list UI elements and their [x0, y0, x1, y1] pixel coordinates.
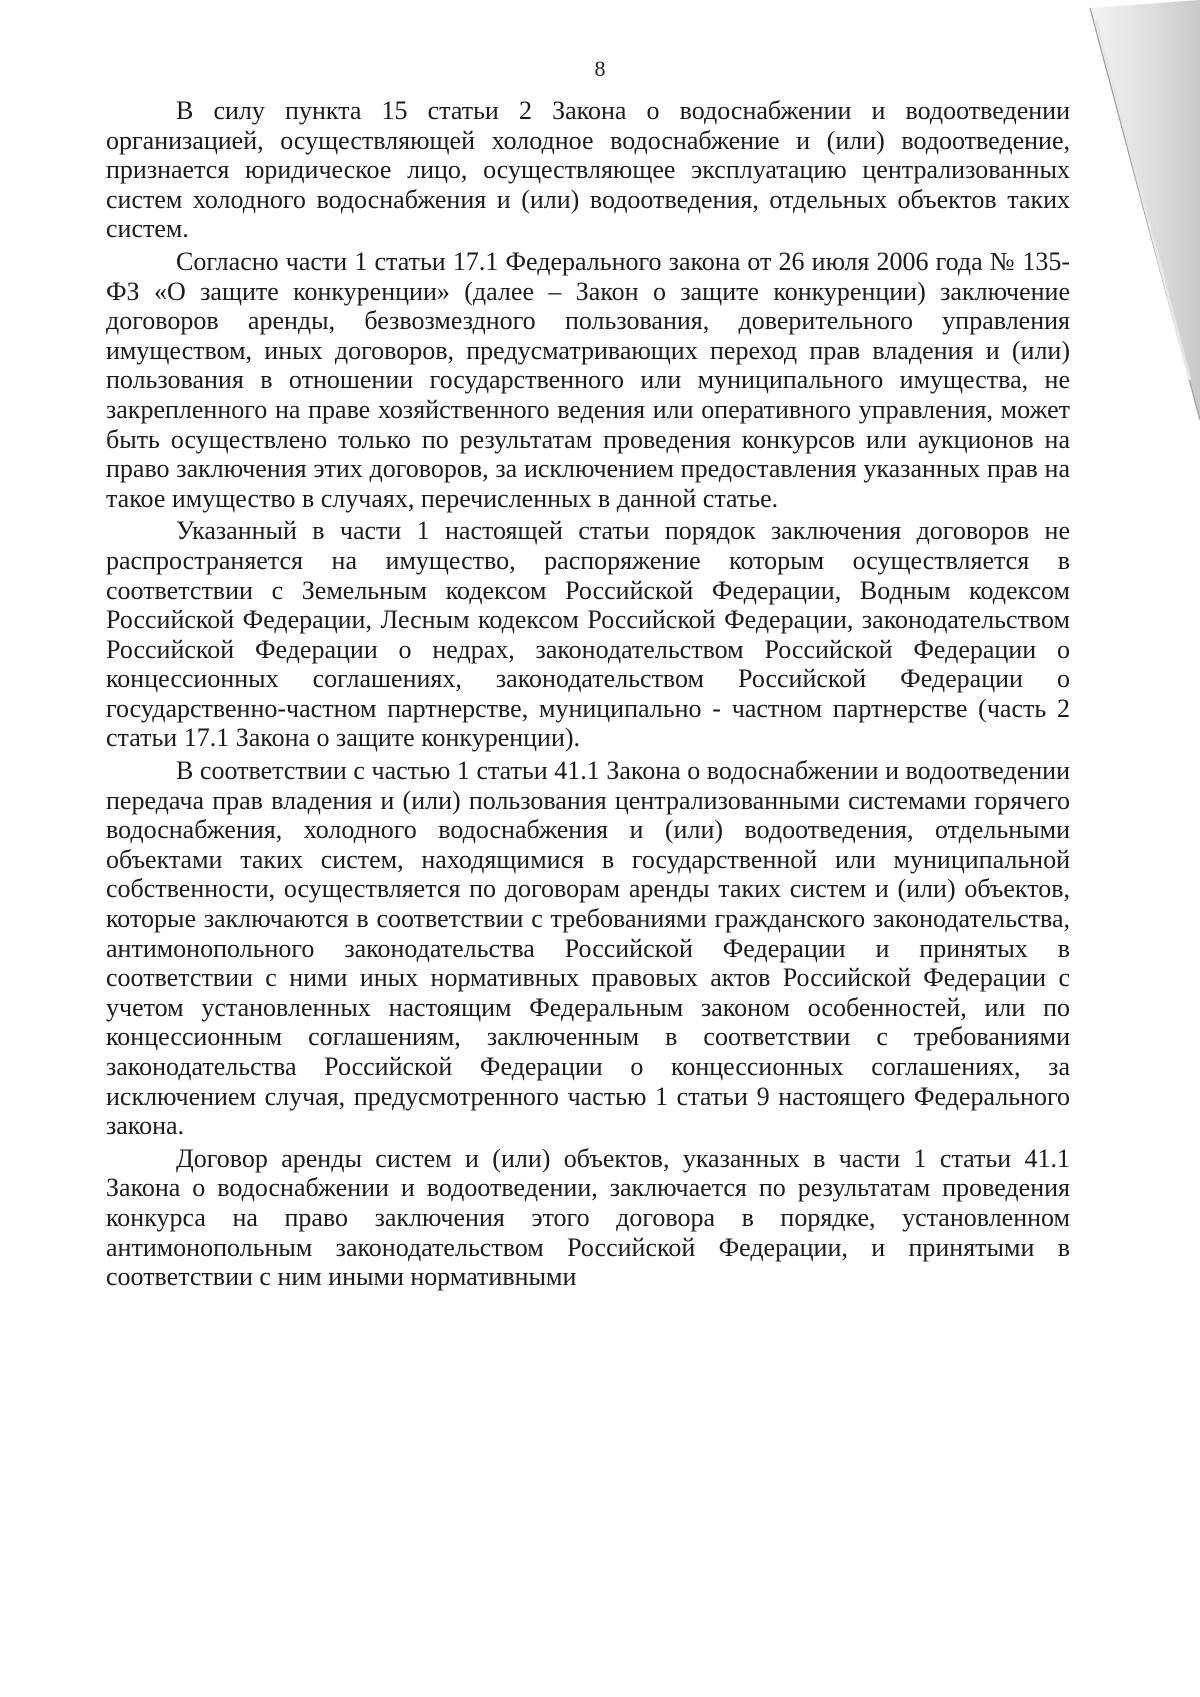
paragraph-3: Указанный в части 1 настоящей статьи порядок заключения договоров не распространяется на имущество, распоряжение которым осуществляется в соответствии с Земельным кодексом Российской Федерации, Водным кодексом Российской Федерации, Лесным кодексом Российской Федерации, законодательством Российской Федерации о недрах, законодательством Российской Федерации о концессионных соглашениях, законодательством Российской Федерации о государственно-частном партнерстве, муниципально - частном партнерстве (часть 2 статьи 17.1 Закона о защите конкуренции). — [106, 516, 1070, 753]
paragraph-4: В соответствии с частью 1 статьи 41.1 Закона о водоснабжении и водоотведении передача прав владения и (или) пользования централизованными системами горячего водоснабжения, холодного водоснабжения и (или) водоотведения, отдельными объектами таких систем, находящимися в государственной или муниципальной собственности, осуществляется по договорам аренды таких систем и (или) объектов, которые заключаются в соответствии с требованиями гражданского законодательства, антимонопольного законодательства Российской Федерации и принятых в соответствии с ними иных нормативных правовых актов Российской Федерации с учетом установленных настоящим Федеральным законом особенностей, или по концессионным соглашениям, заключенным в соответствии с требованиями законодательства Российской Федерации о концессионных соглашениях, за исключением случая, предусмотренного частью 1 статьи 9 настоящего Федерального закона. — [106, 756, 1070, 1141]
document-body — [106, 96, 1070, 1295]
paragraph-2: Согласно части 1 статьи 17.1 Федерального закона от 26 июля 2006 года № 135-ФЗ «О защите конкуренции» (далее – Закон о защите конкуренции) заключение договоров аренды, безвозмездного пользования, доверительного управления имуществом, иных договоров, предусматривающих переход прав владения и (или) пользования в отношении государственного или муниципального имущества, не закрепленного на праве хозяйственного ведения или оперативного управления, может быть осуществлено только по результатам проведения конкурсов или аукционов на право заключения этих договоров, за исключением предоставления указанных прав на такое имущество в случаях, перечисленных в данной статье. — [106, 246, 1070, 513]
paragraph-5: Договор аренды систем и (или) объектов, указанных в части 1 статьи 41.1 Закона о водоснабжении и водоотведении, заключается по результатам проведения конкурса на право заключения этого договора в порядке, установленном антимонопольным законодательством Российской Федерации, и принятыми в соответствии с ним иными нормативными — [106, 1143, 1070, 1292]
paragraph-1: В силу пункта 15 статьи 2 Закона о водоснабжении и водоотведении организацией, осуществляющей холодное водоснабжение и (или) водоотведение, признается юридическое лицо, осуществляющее эксплуатацию централизованных систем холодного водоснабжения и (или) водоотведения, отдельных объектов таких систем. — [106, 96, 1070, 244]
page-number: 8 — [594, 56, 606, 81]
